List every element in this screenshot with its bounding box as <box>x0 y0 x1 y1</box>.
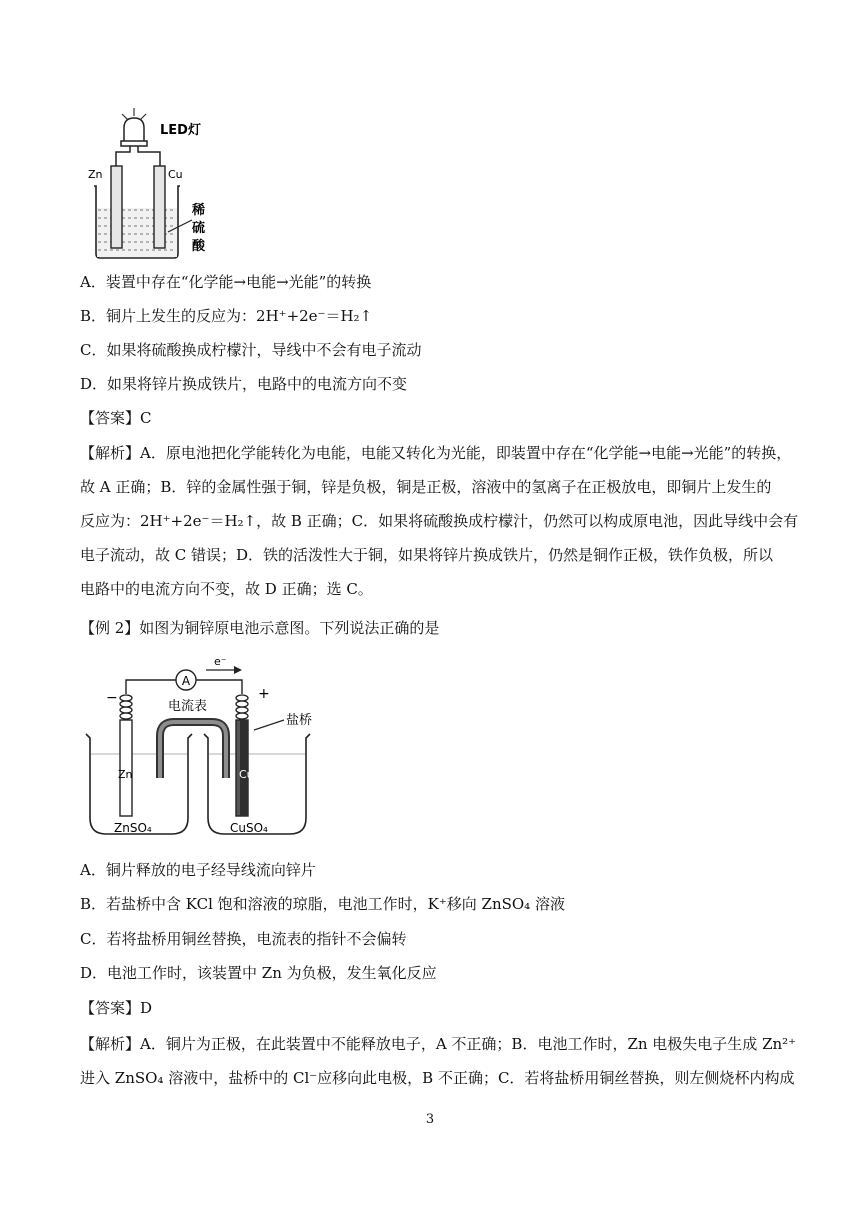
left-solution-label: ZnSO₄ <box>114 821 152 835</box>
led-label: LED灯 <box>160 123 201 138</box>
q1-analysis-line-5: 电路中的电流方向不变，故 D 正确；选 C。 <box>80 580 373 598</box>
q1-option-b: B．铜片上发生的反应为：2H⁺+2e⁻＝H₂↑ <box>80 307 373 325</box>
salt-bridge <box>160 722 226 778</box>
q2-answer: 【答案】D <box>80 999 153 1017</box>
q1-answer: 【答案】C <box>80 409 152 427</box>
positive-sign: + <box>258 686 270 702</box>
q2-option-a: A．铜片释放的电子经导线流向锌片 <box>80 861 316 879</box>
copper-electrode <box>154 166 165 248</box>
q2-analysis-line-2: 进入 ZnSO₄ 溶液中，盐桥中的 Cl⁻应移向此电极，B 不正确；C．若将盐桥用铜丝替换，则左侧烧杯内构成 <box>80 1069 795 1087</box>
q2-option-d: D．电池工作时，该装置中 Zn 为负极，发生氧化反应 <box>80 964 437 982</box>
ammeter-label: 电流表 <box>168 699 208 714</box>
led-bulb-icon <box>121 108 147 146</box>
q2-analysis-line-1: 【解析】A．铜片为正极，在此装置中不能释放电子，A 不正确；B．电池工作时，Zn 电极失电子生成 Zn²⁺ <box>80 1035 797 1053</box>
electron-label: e⁻ <box>214 655 227 668</box>
ammeter-symbol: A <box>181 674 191 688</box>
right-beaker <box>204 734 310 834</box>
zinc-electrode <box>111 166 122 248</box>
q1-option-c: C．如果将硫酸换成柠檬汁，导线中不会有电子流动 <box>80 341 422 359</box>
solution-label: 稀 硫 酸 <box>192 203 206 254</box>
cu-label: Cu <box>168 168 183 181</box>
left-beaker <box>86 734 192 834</box>
q1-option-a: A．装置中存在“化学能→电能→光能”的转换 <box>80 273 372 291</box>
q1-analysis-line-4: 电子流动，故 C 错误；D．铁的活泼性大于铜，如果将锌片换成铁片，仍然是铜作正极，铁作负极，所以 <box>80 546 774 564</box>
negative-sign: − <box>106 690 118 706</box>
cu-label: Cu <box>239 768 254 781</box>
q1-analysis-line-1: 【解析】A．原电池把化学能转化为电能，电能又转化为光能，即装置中存在“化学能→电能→光能”的转换， <box>80 444 792 462</box>
page-number: 3 <box>425 1112 435 1127</box>
q1-option-d: D．如果将锌片换成铁片，电路中的电流方向不变 <box>80 375 408 393</box>
q1-analysis-line-2: 故 A 正确；B．锌的金属性强于铜，锌是负极，铜是正极，溶液中的氢离子在正极放电，即铜片上发生的 <box>80 478 772 496</box>
zn-cu-led-cell-figure <box>88 108 228 260</box>
right-coil <box>236 695 248 719</box>
salt-bridge-label: 盐桥 <box>286 713 313 728</box>
salt-bridge-cell-figure <box>84 650 334 840</box>
zn-label: Zn <box>88 168 103 181</box>
right-solution-label: CuSO₄ <box>230 821 268 835</box>
left-coil <box>120 695 132 719</box>
q1-analysis-line-3: 反应为：2H⁺+2e⁻＝H₂↑，故 B 正确；C．如果将硫酸换成柠檬汁，仍然可以构成原电池，因此导线中会有 <box>80 512 799 530</box>
zn-label: Zn <box>118 768 133 781</box>
q2-option-c: C．若将盐桥用铜丝替换，电流表的指针不会偏转 <box>80 930 407 948</box>
q2-stem: 【例 2】如图为铜锌原电池示意图。下列说法正确的是 <box>80 619 440 637</box>
q2-option-b: B．若盐桥中含 KCl 饱和溶液的琼脂，电池工作时，K⁺移向 ZnSO₄ 溶液 <box>80 895 565 913</box>
